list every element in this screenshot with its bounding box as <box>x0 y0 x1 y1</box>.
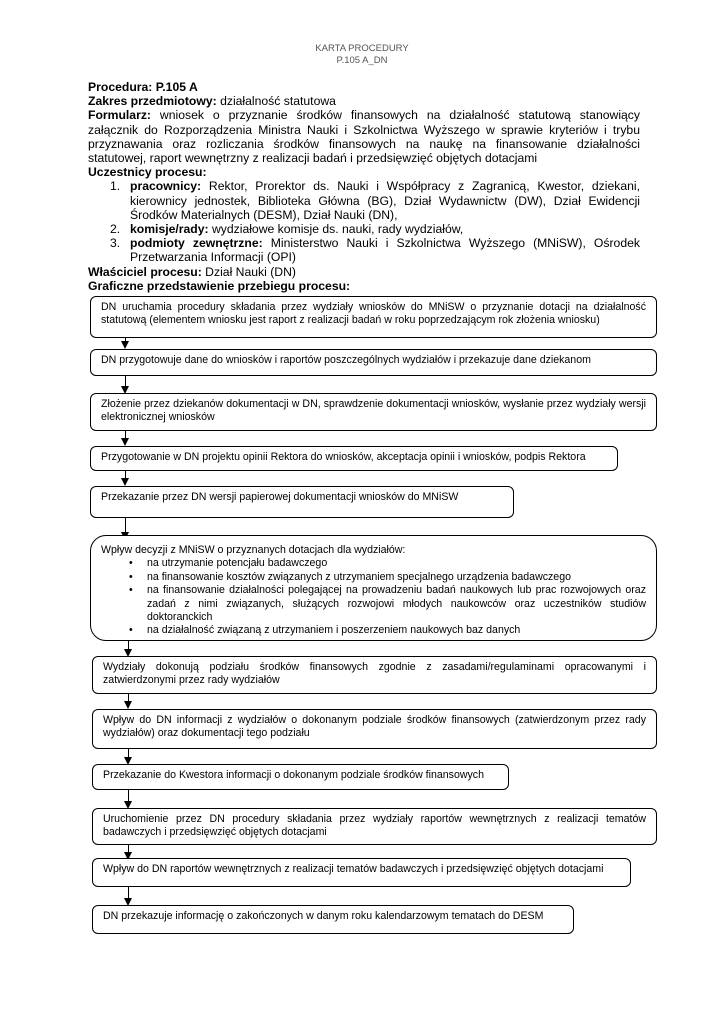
flow-step-12: DN przekazuje informację o zakończonych w danym roku kalendarzowym tematach do DESM <box>92 905 574 934</box>
form-label: Formularz: <box>88 108 151 123</box>
header-code: P.105 A_DN <box>336 55 388 66</box>
arrow-down-icon <box>121 341 129 349</box>
flow-step-8: Wpływ do DN informacji z wydziałów o dokonanym podziale środków finansowych (zatwierdzonym przez rady wydziałów) oraz dokumentacji tego podziału <box>92 709 657 749</box>
flow-step-11: Wpływ do DN raportów wewnętrznych z realizacji tematów badawczych i przedsięwzięć objętych dotacjami <box>92 858 631 887</box>
form-value: wniosek o przyznanie środków finansowych na działalność statutową stanowiący załącznik do Rozporządzenia Ministra Nauki i Szkolnictwa Wyższego w sprawie kryteriów i trybu przyznawania oraz rozliczania środków finansowych na naukę na finansowanie działalności statutowej, raport wewnętrzny z realizacji badań i przedsięwzięć objętych dotacjami <box>88 108 640 166</box>
flow-connector <box>125 518 126 533</box>
flow-step-4: Przygotowanie w DN projektu opinii Rektora do wniosków, akceptacja opinii i wniosków, podpis Rektora <box>90 446 618 471</box>
flow-step-2: DN przygotowuje dane do wniosków i raportów poszczególnych wydziałów i przekazuje dane dziekanom <box>90 349 657 376</box>
flow-step-5: Przekazanie przez DN wersji papierowej dokumentacji wniosków do MNiSW <box>90 486 514 518</box>
flow-step-9: Przekazanie do Kwestora informacji o dokonanym podziale środków finansowych <box>92 764 509 790</box>
participants-list <box>88 179 640 264</box>
flow-step-10: Uruchomienie przez DN procedury składania przez wydziały raportów wewnętrznych z realizacji tematów badawczych i przedsięwzięć objętych dotacjami <box>92 808 657 845</box>
list-item: • na utrzymanie potencjału badawczego <box>101 557 646 570</box>
procedure-text <box>88 80 640 293</box>
owner-line <box>88 265 640 279</box>
participant-label: podmioty zewnętrzne: <box>130 236 263 251</box>
form-line <box>88 108 640 165</box>
participant-item <box>88 236 640 264</box>
owner-value: Dział Nauki (DN) <box>201 264 296 279</box>
header-title: KARTA PROCEDURY <box>315 43 409 54</box>
diagram-label: Graficzne przedstawienie przebiegu procesu: <box>88 278 351 293</box>
participant-num: 2. <box>110 222 121 237</box>
flow-step-6-intro: Wpływ decyzji z MNiSW o przyznanych dotacjach dla wydziałów: <box>101 544 406 556</box>
flow-step-7: Wydziały dokonują podziału środków finansowych zgodnie z zasadami/regulaminami opracowanymi i zatwierdzonymi przez rady wydziałów <box>92 656 657 694</box>
flow-step-6-list <box>101 557 646 637</box>
scope-label: Zakres przedmiotowy: <box>88 94 217 109</box>
participant-num: 3. <box>110 236 121 251</box>
participant-item <box>88 179 640 222</box>
participant-label: pracownicy: <box>130 179 202 194</box>
list-item: • na finansowanie kosztów związanych z utrzymaniem specjalnego urządzenia badawczego <box>101 571 646 584</box>
scope-line <box>88 94 640 108</box>
arrow-down-icon <box>121 438 129 446</box>
list-item: • na działalność związaną z utrzymaniem i poszerzeniem naukowych baz danych <box>101 624 646 637</box>
list-item: • na finansowanie działalności polegającej na prowadzeniu badań naukowych lub prac rozwojowych oraz zadań z nimi związanych, służących rozwojowi młodych naukowców oraz uczestników studiów doktoranckich <box>101 584 646 624</box>
scope-value: działalność statutowa <box>216 94 336 109</box>
participant-text: Ministerstwo Nauki i Szkolnictwa Wyższego (MNiSW), Ośrodek Przetwarzania Informacji (OPI) <box>130 236 640 265</box>
flow-step-1: DN uruchamia procedury składania przez wydziały wniosków do MNiSW o przyznanie dotacji na działalność statutową (elementem wniosku jest raport z realizacji badań w roku poprzedzającym rok złożenia wniosku) <box>90 296 657 338</box>
procedure-title: Procedura: P.105 A <box>88 80 198 94</box>
flow-step-3: Złożenie przez dziekanów dokumentacji w DN, sprawdzenie dokumentacji wniosków, wysłanie przez wydziały wersji elektronicznej wniosków <box>90 393 657 431</box>
participant-text: Rektor, Prorektor ds. Nauki i Współpracy z Zagranicą, Kwestor, dziekani, kierownicy jednostek, Biblioteka Główna (BG), Dział Wydawnictw (DW), Dział Ewidencji Środków Materialnych (DESM), Dział Nauki (DN), <box>130 179 640 222</box>
arrow-down-icon <box>124 701 132 709</box>
participant-text: wydziałowe komisje ds. nauki, rady wydziałów, <box>208 222 464 237</box>
participant-item <box>88 222 640 236</box>
participant-num: 1. <box>110 179 121 194</box>
owner-label: Właściciel procesu: <box>88 264 202 279</box>
flow-step-6 <box>90 535 657 641</box>
participant-label: komisje/rady: <box>130 222 209 237</box>
participants-label: Uczestnicy procesu: <box>88 165 207 180</box>
arrow-down-icon <box>121 478 129 486</box>
